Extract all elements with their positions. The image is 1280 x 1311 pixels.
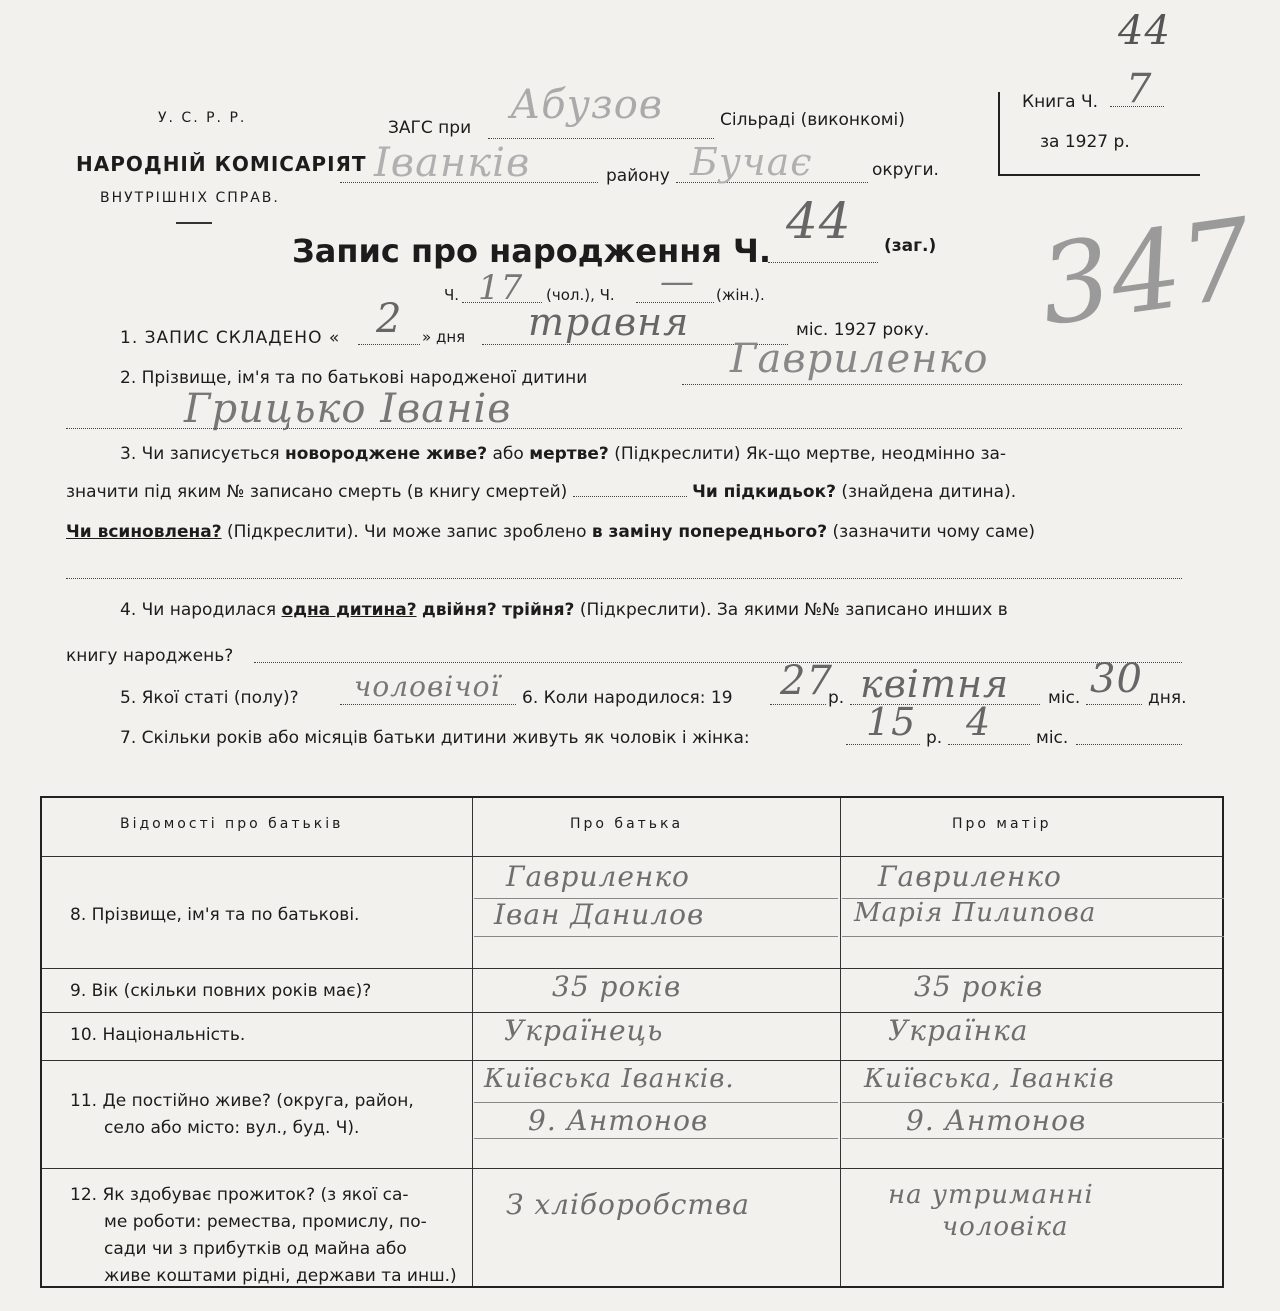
item5-label: 5. Якої статі (полу)? [120,688,299,708]
record-number: 44 [786,192,852,250]
item3-dead: мертве? [529,444,609,464]
item1-day-line [358,344,420,345]
row11-sub2-father [474,1138,838,1139]
row-divider-10 [42,1060,1222,1061]
item4-line1 [120,600,1008,620]
header-divider-row [42,856,1222,857]
village-council-label: Сільраді (виконкомі) [720,110,905,130]
item3-line1 [120,444,1006,464]
row10-father: Українець [504,1014,664,1047]
item7-years: 15 [866,700,917,744]
row12-mother-1: на утриманні [888,1180,1094,1210]
male-label: (чол.), Ч. [546,286,615,304]
row8-mother-1: Гавриленко [878,860,1062,893]
item2-surname: Гавриленко [730,336,989,382]
item6-r: р. [828,688,845,708]
okrug-label: округи. [872,160,939,180]
item7-mis: міс. [1036,728,1069,748]
row-divider-8 [42,968,1222,969]
row8-sub2-mother [842,936,1224,937]
row8-label: 8. Прізвище, ім'я та по батькові. [70,905,360,925]
region-value: Іванків [374,140,531,186]
row8-father-2: Іван Данилов [494,898,705,931]
item6-day: 30 [1090,656,1143,702]
item3-adopted: Чи всиновлена? [66,522,222,542]
item4-b: (Підкреслити). За якими №№ записано инших в [579,600,1008,620]
row11-sub-mother [842,1102,1224,1103]
item4-line [254,662,1182,663]
zags-label: ЗАГС при [388,118,472,138]
row11-label: 11. Де постійно живе? (округа, район, село або місто: вул., буд. Ч). [70,1091,414,1138]
row11-mother-2: 9. Антонов [906,1104,1087,1137]
item4-triplets: трійня? [502,600,575,620]
male-label-pre: Ч. [444,286,460,304]
male-value: 17 [478,268,524,308]
row-divider-11 [42,1168,1222,1169]
zags-line [488,138,714,139]
item6-month: квітня [860,662,1010,706]
item3-line4 [66,578,1182,579]
item7-months-line [948,744,1030,745]
header-father: Про батька [570,816,684,832]
row11-sub-father [474,1102,838,1103]
row11-mother-1: Київська, Іванків [864,1064,1115,1094]
item2-line1 [682,384,1182,385]
republic-abbr: У. С. Р. Р. [158,110,247,126]
row-divider-9 [42,1012,1222,1013]
item7-years-line [846,744,920,745]
item1-month: травня [528,300,690,344]
item1-prefix: 1. ЗАПИС СКЛАДЕНО « [120,328,341,348]
female-label: (жін.). [716,286,765,304]
item3-c: значити під яким № записано смерть (в книгу смертей) [66,482,568,502]
item7-label: 7. Скільки років або місяців батьки дитини живуть як чоловік і жінка: [120,728,750,748]
item6-year: 27 [780,658,833,704]
item6-label: 6. Коли народилося: 19 [522,688,733,708]
district-value: Бучає [690,140,813,184]
item6-dnia: дня. [1148,688,1187,708]
record-number-line [768,262,878,263]
item3-replace: в заміну попереднього? [591,522,828,542]
district-label: району [606,166,670,186]
item3-b: (Підкреслити) Як-що мертве, неодмінно за- [614,444,1007,464]
item1-suffix: міс. 1927 року. [796,320,930,340]
item1-day: 2 [376,296,403,342]
item1-mid: » дня [422,328,466,346]
item6-day-line [1086,704,1142,705]
item3-or: або [492,444,524,464]
item2-line2 [66,428,1182,429]
row8-father-1: Гавриленко [506,860,690,893]
row9-label: 9. Вік (скільки повних років має)? [70,981,372,1001]
zags-value: Абузов [510,82,664,128]
row12-mother-2: чоловіка [942,1212,1069,1242]
item4-twins: двійня? [421,600,497,620]
item5-line [340,704,516,705]
item3-a: 3. Чи записується [120,444,280,464]
item4-one: одна дитина? [281,600,417,620]
item7-months: 4 [966,700,992,744]
item7-r: р. [926,728,943,748]
col-divider-2 [840,798,841,1286]
department-title: ВНУТРІШНІХ СПРАВ. [100,190,280,206]
row8-sub2-father [474,936,838,937]
row10-label: 10. Національність. [70,1025,246,1045]
item3-found-note: (знайдена дитина). [841,482,1017,502]
row11-sub2-mother [842,1138,1224,1139]
item4-c: книгу народжень? [66,646,234,666]
row12-label: 12. Як здобуває прожиток? (з якої са- ме роботи: ремества, промислу, по- сади чи з прибутків од майна або живе коштами рідні, держави та инш.) [70,1185,457,1286]
row11-father-1: Київська Іванків. [484,1064,735,1094]
parents-table [40,796,1224,1288]
item3-line3 [66,522,1035,542]
page-number: 44 [1118,8,1171,54]
year-label: за 1927 р. [1040,132,1130,152]
item3-newborn: новороджене живе? [285,444,488,464]
item2-name: Грицько Іванів [184,386,512,432]
header-mother: Про матір [952,816,1052,832]
record-suffix: (заг.) [884,236,937,256]
margin-mark: 347 [1032,193,1261,351]
region-line [340,182,598,183]
item5-value: чоловічої [354,670,501,703]
item3-d: (Підкреслити). Чи може запис зроблено [226,522,587,542]
item3-line2 [66,482,1016,502]
row9-mother: 35 років [914,970,1044,1003]
row11-father-2: 9. Антонов [528,1104,709,1137]
row12-father: З хліборобства [506,1188,750,1221]
col-divider-1 [472,798,473,1286]
row9-father: 35 років [552,970,682,1003]
book-value: 7 [1126,66,1153,112]
item4-a: 4. Чи народилася [120,600,277,620]
book-label: Книга Ч. [1022,92,1099,112]
record-title: Запис про народження Ч. [292,232,772,270]
row10-mother: Українка [888,1014,1029,1047]
female-value: — [660,262,695,302]
item7-tail-line [1076,744,1182,745]
item3-foundling: Чи підкидьок? [692,482,836,502]
header-info: Відомості про батьків [120,816,344,832]
item6-mis: міс. [1048,688,1081,708]
commissariat-title: НАРОДНІЙ КОМІСАРІЯТ [76,152,367,176]
item6-year-line [770,704,826,705]
item3-e: (зазначити чому саме) [832,522,1036,542]
row8-mother-2: Марія Пилипова [854,898,1097,928]
item2-label: 2. Прізвище, ім'я та по батькові народженої дитини [120,368,588,388]
header-divider [176,222,212,224]
